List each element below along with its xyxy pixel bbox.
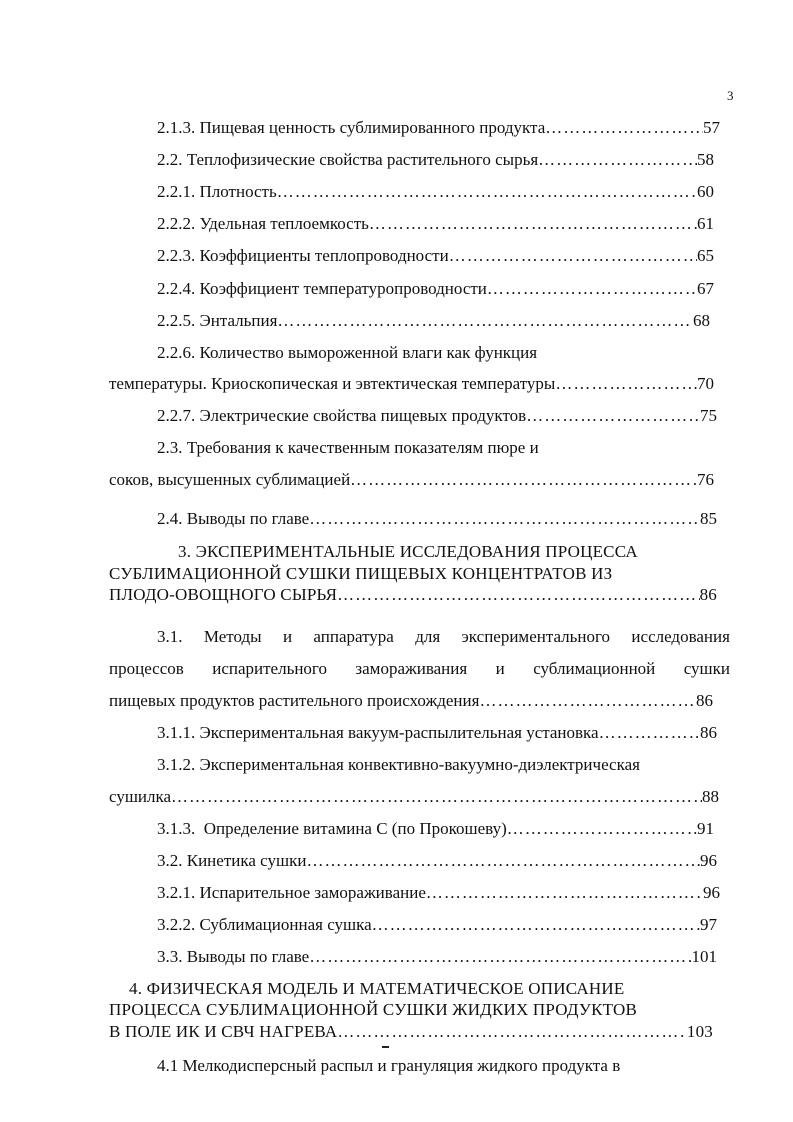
toc-entry[interactable]: [157, 850, 717, 872]
toc-entry[interactable]: [157, 181, 714, 203]
toc-leader-dots: [277, 310, 693, 332]
toc-entry-page: 60: [697, 182, 714, 201]
toc-entry-page: 86: [699, 585, 717, 604]
toc-entry-line: 3.1. Методы и аппаратура для экспериментального исследования: [157, 627, 730, 646]
toc-entry-page: 68: [693, 311, 710, 330]
toc-entry-title: пищевых продуктов растительного происхождения: [109, 691, 480, 710]
toc-entry-page: 97: [700, 915, 717, 934]
toc-entry[interactable]: [157, 818, 714, 840]
toc-entry-title: 2.1.3. Пищевая ценность сублимированного продукта: [157, 118, 546, 137]
toc-entry[interactable]: [157, 914, 717, 936]
toc-leader-dots: [538, 149, 697, 171]
toc-entry[interactable]: [157, 245, 714, 267]
toc-entry-page: 88: [702, 787, 719, 806]
toc-entry-page: 103: [686, 1022, 713, 1041]
toc-leader-dots: [350, 469, 697, 491]
toc-leader-dots: [479, 690, 696, 712]
toc-entry[interactable]: [157, 117, 720, 139]
toc-entry-line: 2.2.6. Количество вымороженной влаги как функция: [157, 343, 538, 362]
toc-entry-line: процессов испарительного замораживания и сублимационной сушки: [109, 659, 730, 678]
toc-leader-dots: [487, 278, 697, 300]
toc-entry-page: 58: [697, 150, 714, 169]
toc-entry[interactable]: [157, 405, 717, 427]
toc-entry[interactable]: [157, 310, 710, 332]
toc-entry[interactable]: [109, 469, 714, 491]
toc-entry-title: ПЛОДО-ОВОЩНОГО СЫРЬЯ: [109, 585, 338, 604]
toc-entry-page: 65: [697, 246, 714, 265]
toc-entry[interactable]: [157, 946, 717, 968]
chapter-heading-line: 4. ФИЗИЧЕСКАЯ МОДЕЛЬ И МАТЕМАТИЧЕСКОЕ ОПИСАНИЕ: [129, 979, 625, 998]
toc-entry[interactable]: [157, 278, 714, 300]
toc-entry-title: 3.2. Кинетика сушки: [157, 851, 307, 870]
toc-leader-dots: [426, 882, 703, 904]
toc-entry[interactable]: [109, 690, 713, 712]
toc-entry-title: В ПОЛЕ ИК И СВЧ НАГРЕВА: [109, 1022, 338, 1041]
toc-entry[interactable]: [109, 786, 719, 808]
toc-entry-page: 91: [697, 819, 714, 838]
toc-entry-title: сушилка: [109, 787, 172, 806]
toc-entry-title: 2.4. Выводы по главе: [157, 509, 310, 528]
chapter-heading-line: 3. ЭКСПЕРИМЕНТАЛЬНЫЕ ИССЛЕДОВАНИЯ ПРОЦЕССА: [178, 542, 638, 561]
toc-entry[interactable]: [157, 722, 717, 744]
toc-entry-title: 3.2.1. Испарительное замораживание: [157, 883, 426, 902]
toc-entry-page: 67: [697, 279, 714, 298]
toc-leader-dots: [277, 181, 697, 203]
toc-entry[interactable]: [157, 149, 714, 171]
toc-entry-page: 61: [697, 214, 714, 233]
toc-entry[interactable]: [157, 882, 720, 904]
toc-entry-page: 101: [691, 947, 717, 966]
toc-entry-title: 3.2.2. Сублимационная сушка: [157, 915, 372, 934]
toc-entry-title: 3.1.3. Определение витамина С (по Прокошеву): [157, 819, 507, 838]
toc-entry[interactable]: [157, 508, 717, 530]
toc-entry-page: 96: [700, 851, 717, 870]
page-number: 3: [727, 88, 734, 103]
toc-entry-line: 4.1 Мелкодисперсный распыл и грануляция жидкого продукта в: [157, 1056, 621, 1075]
toc-entry[interactable]: [157, 213, 714, 235]
toc-entry-page: 70: [697, 374, 714, 393]
toc-leader-dots: [555, 373, 697, 395]
toc-leader-dots: [372, 914, 700, 936]
toc-leader-dots: [507, 818, 697, 840]
toc-leader-dots: [526, 405, 700, 427]
toc-entry-title: 2.2.1. Плотность: [157, 182, 277, 201]
chapter-heading-line: ПРОЦЕССА СУБЛИМАЦИОННОЙ СУШКИ ЖИДКИХ ПРОДУКТОВ: [109, 1000, 638, 1019]
scan-mark: [382, 1046, 389, 1048]
toc-entry-page: 76: [697, 470, 714, 489]
toc-leader-dots: [309, 946, 691, 968]
toc-leader-dots: [449, 245, 697, 267]
toc-entry-page: 75: [700, 406, 717, 425]
toc-leader-dots: [545, 117, 703, 139]
toc-entry[interactable]: [109, 373, 714, 395]
toc-leader-dots: [306, 850, 700, 872]
chapter-heading-line: СУБЛИМАЦИОННОЙ СУШКИ ПИЩЕВЫХ КОНЦЕНТРАТОВ ИЗ: [109, 564, 613, 583]
toc-entry-line: 3.1.2. Экспериментальная конвективно-вакуумно-диэлектрическая: [157, 755, 640, 774]
toc-entry-page: 85: [700, 509, 717, 528]
toc-entry-page: 86: [700, 723, 717, 742]
toc-leader-dots: [369, 213, 697, 235]
toc-leader-dots: [337, 1021, 687, 1042]
toc-leader-dots: [599, 722, 700, 744]
toc-entry-page: 57: [703, 118, 720, 137]
toc-entry-title: 3.1.1. Экспериментальная вакуум-распылительная установка: [157, 723, 599, 742]
toc-entry[interactable]: [109, 1021, 713, 1042]
toc-entry[interactable]: [109, 584, 717, 605]
toc-entry-title: 3.3. Выводы по главе: [157, 947, 310, 966]
toc-entry-title: 2.2.5. Энтальпия: [157, 311, 278, 330]
toc-entry-title: температуры. Криоскопическая и эвтектическая температуры: [109, 374, 556, 393]
toc-leader-dots: [337, 584, 699, 605]
toc-entry-page: 86: [696, 691, 713, 710]
toc-leader-dots: [171, 786, 702, 808]
toc-leader-dots: [309, 508, 700, 530]
toc-entry-title: 2.2.3. Коэффициенты теплопроводности: [157, 246, 449, 265]
toc-entry-title: 2.2.2. Удельная теплоемкость: [157, 214, 369, 233]
toc-entry-title: 2.2.7. Электрические свойства пищевых продуктов: [157, 406, 527, 425]
toc-entry-title: 2.2.4. Коэффициент температуропроводности: [157, 279, 487, 298]
toc-entry-title: соков, высушенных сублимацией: [109, 470, 351, 489]
toc-entry-line: 2.3. Требования к качественным показателям пюре и: [157, 438, 539, 457]
toc-entry-title: 2.2. Теплофизические свойства растительного сырья: [157, 150, 539, 169]
toc-entry-page: 96: [703, 883, 720, 902]
